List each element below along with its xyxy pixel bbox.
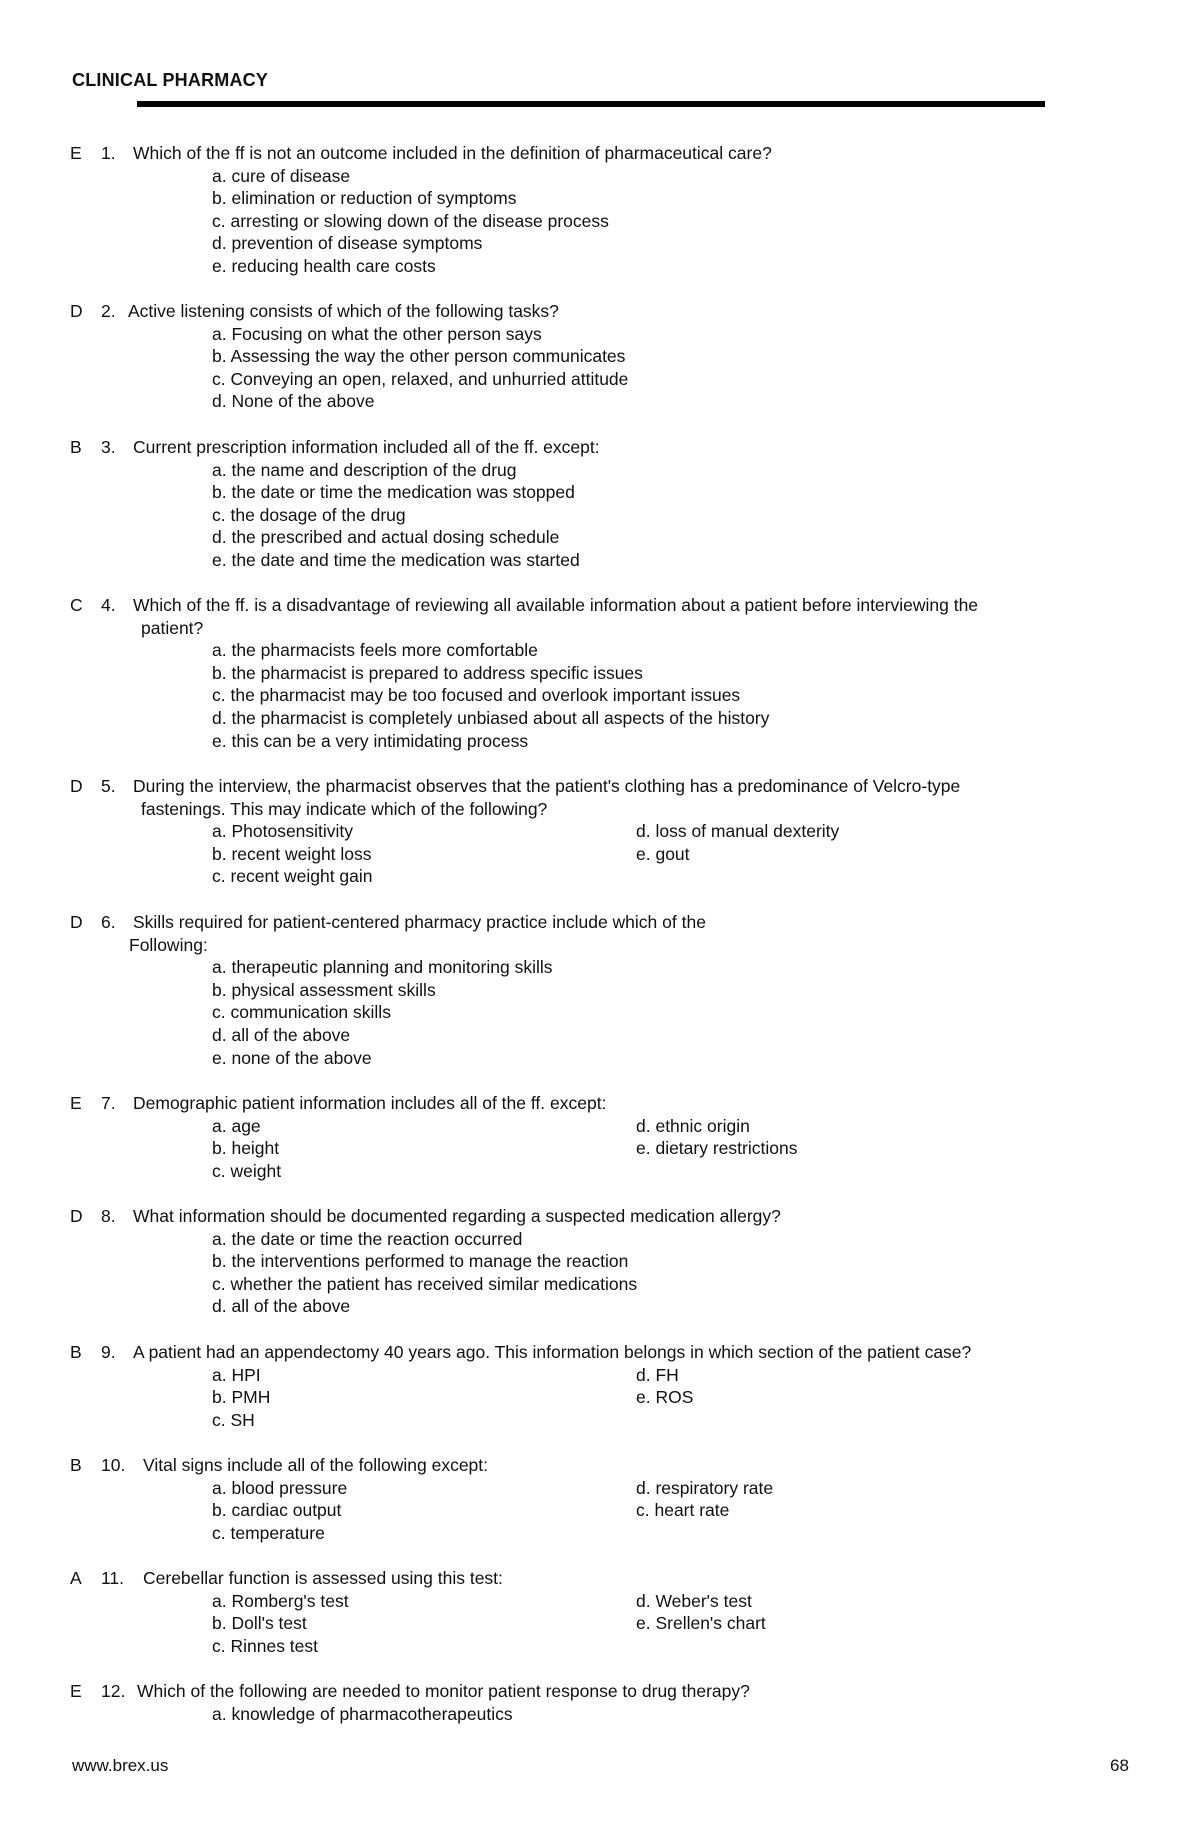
question-stem: Vital signs include all of the following except: [143,1455,489,1475]
question-number: 9. [101,1342,116,1362]
option: a. cure of disease [212,165,351,186]
answer-key: D [70,776,83,796]
option: c. temperature [212,1522,325,1543]
option: b. elimination or reduction of symptoms [212,188,517,209]
question-stem: Demographic patient information includes all of the ff. except: [133,1093,607,1113]
answer-key: E [70,1681,82,1701]
option: a. blood pressure [212,1477,348,1498]
option: d. all of the above [212,1025,351,1045]
option: d. ethnic origin [636,1115,750,1136]
option: a. the date or time the reaction occurred [212,1228,523,1249]
option: d. Weber's test [636,1590,752,1611]
option: a. the name and description of the drug [212,459,517,480]
answer-key: B [70,1342,82,1362]
answer-key: B [70,437,82,457]
option: c. arresting or slowing down of the disease process [212,210,609,231]
option: e. reducing health care costs [212,256,436,276]
question-number: 7. [101,1093,116,1113]
option: b. height [212,1138,280,1159]
answer-key: E [70,1093,82,1113]
question-stem: Active listening consists of which of the following tasks? [128,301,559,321]
option: e. the date and time the medication was started [212,550,580,570]
option: a. therapeutic planning and monitoring skills [212,957,553,978]
option: c. heart rate [636,1500,730,1521]
option: a. Focusing on what the other person says [212,323,542,344]
option: a. Photosensitivity [212,821,354,842]
question-number: 8. [101,1206,116,1226]
question-number: 12. [101,1681,126,1701]
question-stem: Cerebellar function is assessed using this test: [143,1568,503,1588]
option: d. FH [636,1364,679,1385]
option: d. respiratory rate [636,1477,774,1498]
option: b. recent weight loss [212,843,372,864]
answer-key: B [70,1455,82,1475]
option: c. SH [212,1409,255,1430]
question-number: 1. [101,143,116,163]
option: e. gout [636,843,690,864]
page-number: 68 [1110,1756,1129,1775]
option: d. loss of manual dexterity [636,821,840,842]
question-stem-continued: patient? [141,617,204,638]
question-stem: Skills required for patient-centered pharmacy practice include which of the [133,912,706,932]
option: c. Conveying an open, relaxed, and unhurried attitude [212,368,629,389]
option: b. the date or time the medication was stopped [212,482,575,503]
option: c. communication skills [212,1002,391,1023]
option: e. this can be a very intimidating process [212,730,529,751]
option: a. the pharmacists feels more comfortable [212,640,538,661]
option: e. none of the above [212,1047,372,1068]
option: b. Doll's test [212,1613,307,1634]
question-stem: Which of the ff. is a disadvantage of reviewing all available information about a patient before interviewing the [133,595,979,615]
option: c. the dosage of the drug [212,504,406,525]
question-stem: A patient had an appendectomy 40 years ago. This information belongs in which section of the patient case? [133,1342,972,1362]
question-number: 3. [101,437,116,457]
question-stem: Which of the ff is not an outcome included in the definition of pharmaceutical care? [133,143,772,163]
option: d. the prescribed and actual dosing schedule [212,527,560,548]
answer-key: D [70,1206,83,1226]
question-stem: Current prescription information included all of the ff. except: [133,437,600,457]
question-stem: Which of the following are needed to monitor patient response to drug therapy? [137,1681,750,1701]
option: a. HPI [212,1364,261,1385]
question-number: 2. [101,301,116,321]
page-header-title: CLINICAL PHARMACY [72,70,269,90]
option: c. whether the patient has received similar medications [212,1273,638,1294]
question-number: 11. [101,1568,125,1588]
option: c. the pharmacist may be too focused and overlook important issues [212,685,741,706]
option: e. ROS [636,1387,694,1408]
option: e. dietary restrictions [636,1138,798,1159]
question-stem: What information should be documented regarding a suspected medication allergy? [133,1206,781,1226]
option: c. recent weight gain [212,866,373,887]
option: b. the interventions performed to manage the reaction [212,1251,629,1272]
question-stem-continued: fastenings. This may indicate which of the following? [141,798,548,819]
option: d. the pharmacist is completely unbiased about all aspects of the history [212,708,770,728]
question-number: 5. [101,776,116,796]
footer-website: www.brex.us [72,1756,169,1775]
option: e. Srellen's chart [636,1613,766,1634]
answer-key: C [70,595,83,615]
answer-key: A [70,1568,82,1588]
option: c. Rinnes test [212,1635,319,1656]
question-stem: During the interview, the pharmacist observes that the patient's clothing has a predominance of Velcro-type [133,776,961,796]
answer-key: D [70,301,83,321]
question-stem-continued: Following: [129,934,208,955]
option: a. age [212,1115,261,1136]
option: b. PMH [212,1387,271,1408]
option: b. physical assessment skills [212,979,436,1000]
question-number: 10. [101,1455,126,1475]
option: a. knowledge of pharmacotherapeutics [212,1703,513,1724]
option: c. weight [212,1160,282,1181]
question-number: 6. [101,912,116,932]
header-rule [137,101,1045,107]
answer-key: E [70,143,82,163]
question-number: 4. [101,595,116,615]
option: d. None of the above [212,391,375,412]
option: b. Assessing the way the other person communicates [212,346,626,367]
option: b. cardiac output [212,1500,342,1521]
option: b. the pharmacist is prepared to address specific issues [212,662,643,683]
option: d. prevention of disease symptoms [212,233,483,254]
option: a. Romberg's test [212,1590,349,1611]
answer-key: D [70,912,83,932]
option: d. all of the above [212,1296,351,1317]
